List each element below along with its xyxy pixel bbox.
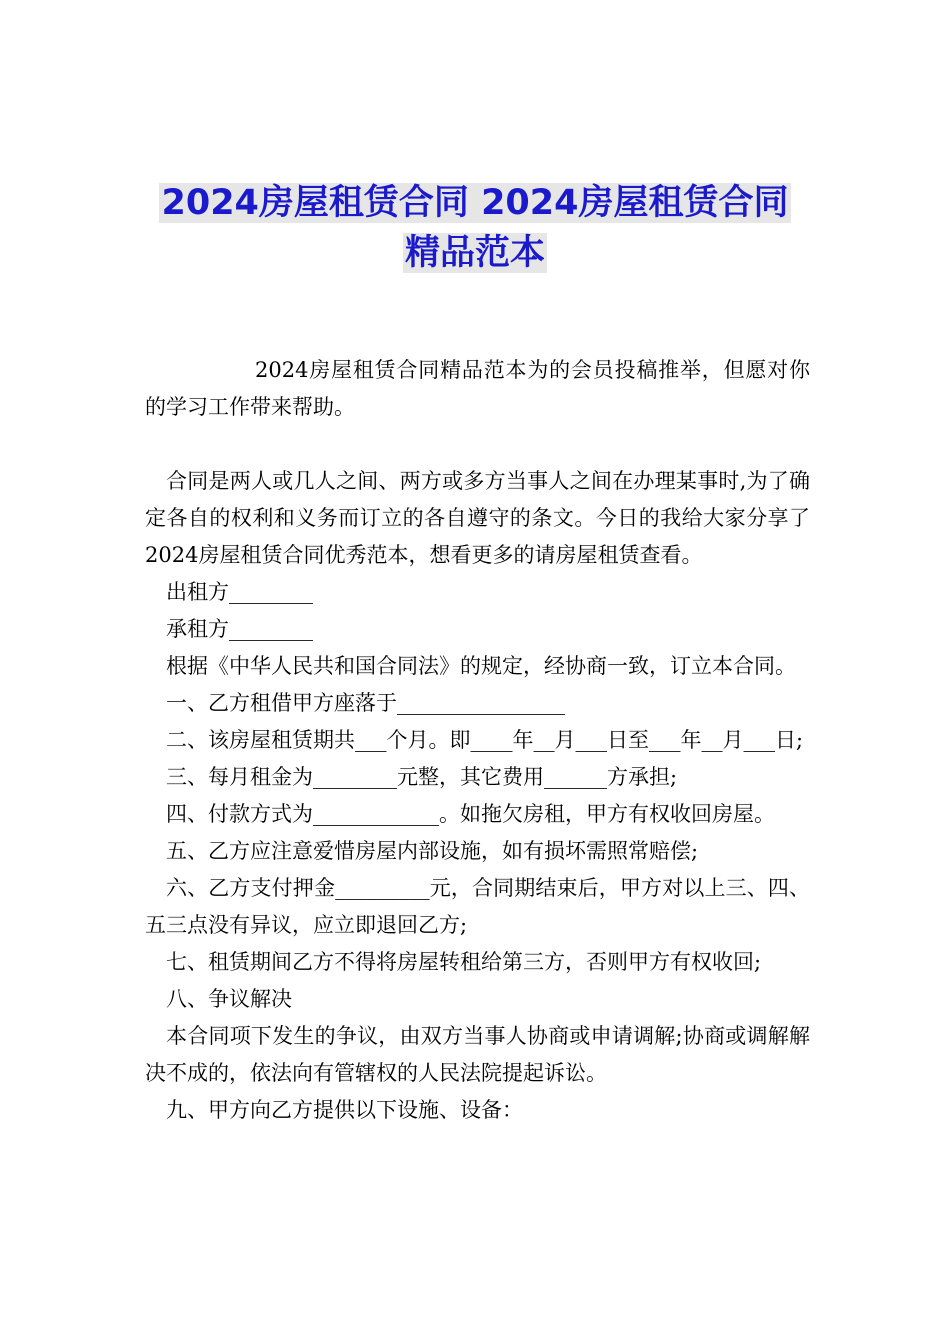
clause-7: 七、租赁期间乙方不得将房屋转租给第三方，否则甲方有权收回; [166,950,762,974]
document-body [145,352,810,1129]
clause-8-body: 本合同项下发生的争议，由双方当事人协商或申请调解;协商或调解解决不成的，依法向有管辖权的人民法院提起诉讼。 [145,1024,810,1085]
clause-9: 九、甲方向乙方提供以下设施、设备： [166,1098,523,1122]
title-line-1 [140,178,810,228]
clause-4: 四、付款方式为____________。如拖欠房租，甲方有权收回房屋。 [166,802,775,826]
intro-paragraph: 2024房屋租赁合同精品范本为的会员投稿推举，但愿对你的学习工作带来帮助。 [145,358,810,419]
lessee-line: 承租方________ [166,617,313,641]
clause-1: 一、乙方租借甲方座落于________________ [166,691,565,715]
clause-8-heading: 八、争议解决 [166,987,292,1011]
paragraph-spacer [145,426,810,463]
clause-3: 三、每月租金为________元整，其它费用______方承担; [166,765,678,789]
document-title [140,178,810,278]
lessor-line: 出租方________ [166,580,313,604]
title-line-2 [140,228,810,278]
title-line-1-text: 2024房屋租赁合同 2024房屋租赁合同 [161,183,789,223]
clause-6: 六、乙方支付押金_________元，合同期结束后，甲方对以上三、四、五三点没有异议，应立即退回乙方; [145,876,810,937]
definition-paragraph: 合同是两人或几人之间、两方或多方当事人之间在办理某事时,为了确定各自的权利和义务而订立的各自遵守的条文。今日的我给大家分享了2024房屋租赁合同优秀范本，想看更多的请房屋租赁查看。 [145,469,810,567]
basis-paragraph: 根据《中华人民共和国合同法》的规定，经协商一致，订立本合同。 [166,654,796,678]
clause-5: 五、乙方应注意爱惜房屋内部设施，如有损坏需照常赔偿; [166,839,699,863]
title-line-2-text: 精品范本 [404,233,545,273]
clause-2: 二、该房屋租赁期共___个月。即____年__月___日至___年__月___日; [166,728,804,752]
